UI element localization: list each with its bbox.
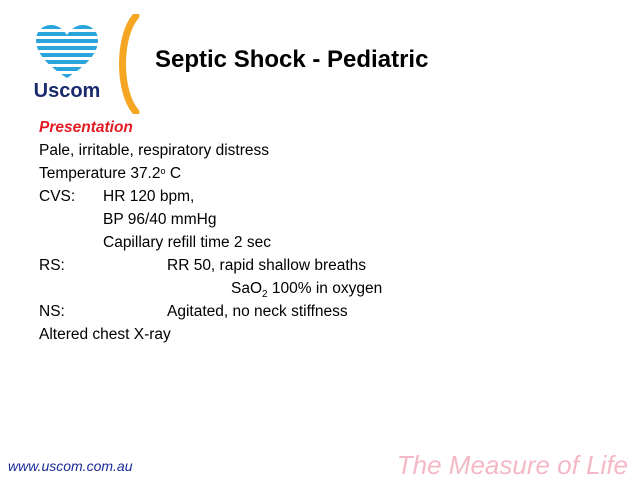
bp-line	[39, 208, 599, 231]
rs-rr: RR 50, rapid shallow breaths	[167, 257, 367, 274]
uscom-logo	[22, 16, 112, 100]
logo-text: Uscom	[33, 80, 101, 100]
temperature-label: Temperature 37.2	[39, 165, 161, 182]
heart-logo-icon	[22, 16, 112, 100]
degree-sup: o	[160, 166, 166, 176]
cvs-line	[39, 185, 599, 208]
orange-brace-decoration	[112, 14, 142, 119]
ns-line	[39, 300, 599, 323]
footer-url-link[interactable]: www.uscom.com.au	[8, 458, 133, 474]
rs-label: RS:	[39, 257, 65, 274]
text-line: Pale, irritable, respiratory distress	[39, 142, 269, 159]
ns-value: Agitated, no neck stiffness	[167, 303, 348, 320]
sao2-line	[39, 277, 599, 300]
cvs-bp: BP 96/40 mmHg	[103, 211, 217, 228]
temperature-unit: C	[165, 165, 182, 182]
xray-line: Altered chest X-ray	[39, 326, 171, 343]
sao2-prefix: SaO	[231, 280, 263, 297]
sao2-suffix: 100% in oxygen	[267, 280, 383, 297]
cap-line	[39, 231, 599, 254]
cvs-label: CVS:	[39, 188, 76, 205]
sao2-sub: 2	[262, 289, 268, 300]
footer-tagline: The Measure of Life	[396, 450, 628, 480]
cvs-hr: HR 120 bpm,	[103, 188, 195, 205]
rs-line	[39, 254, 599, 277]
temperature-line	[39, 162, 599, 185]
ns-label: NS:	[39, 303, 65, 320]
cvs-cap: Capillary refill time 2 sec	[103, 234, 271, 251]
slide-content	[39, 116, 599, 346]
sao2-value	[231, 277, 382, 302]
slide-title: Septic Shock - Pediatric	[155, 46, 429, 73]
section-heading: Presentation	[39, 119, 133, 136]
